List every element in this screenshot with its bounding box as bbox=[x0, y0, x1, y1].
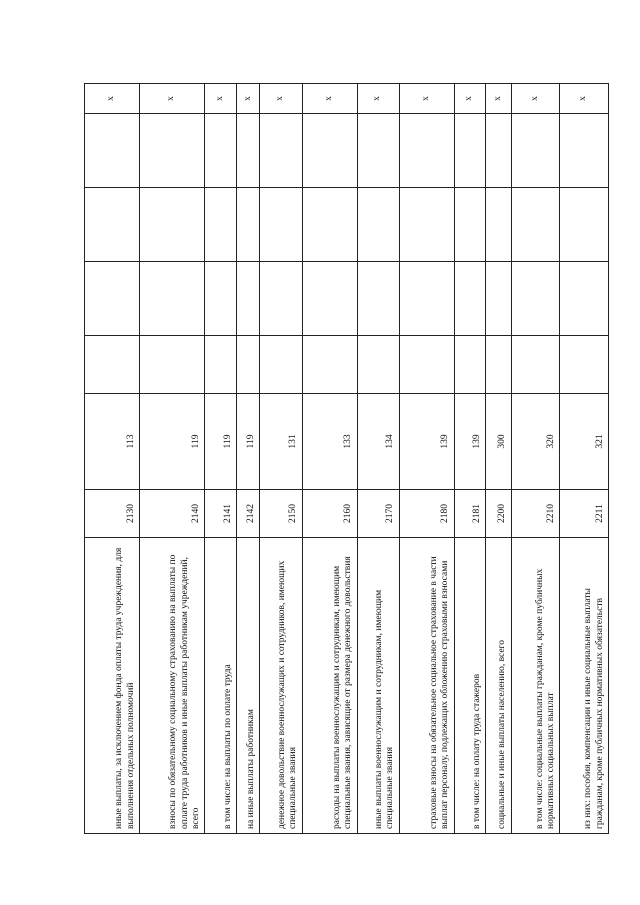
empty-cell bbox=[302, 262, 357, 336]
empty-cell bbox=[560, 336, 609, 394]
empty-cell bbox=[486, 114, 511, 188]
row-x-mark: x bbox=[260, 84, 302, 114]
empty-cell bbox=[260, 336, 302, 394]
table-row bbox=[237, 84, 260, 834]
row-line-code: 2210 bbox=[511, 490, 560, 538]
row-x-mark: x bbox=[399, 84, 454, 114]
empty-cell bbox=[205, 336, 237, 394]
row-kosgu-code: 131 bbox=[260, 394, 302, 490]
table-row bbox=[399, 84, 454, 834]
table-row bbox=[486, 84, 511, 834]
empty-cell bbox=[486, 336, 511, 394]
table-row bbox=[85, 84, 140, 834]
empty-cell bbox=[486, 262, 511, 336]
row-kosgu-code: 300 bbox=[486, 394, 511, 490]
row-line-code: 2142 bbox=[237, 490, 260, 538]
empty-cell bbox=[85, 336, 140, 394]
row-description: иные выплаты, за исключением фонда оплаты труда учреждения, для выполнения отдельных полномочий bbox=[85, 538, 140, 834]
row-x-mark: x bbox=[560, 84, 609, 114]
row-line-code: 2180 bbox=[399, 490, 454, 538]
row-kosgu-code: 133 bbox=[302, 394, 357, 490]
empty-cell bbox=[357, 336, 399, 394]
table-row bbox=[357, 84, 399, 834]
row-line-code: 2140 bbox=[139, 490, 205, 538]
empty-cell bbox=[454, 336, 486, 394]
empty-cell bbox=[399, 188, 454, 262]
row-x-mark: x bbox=[454, 84, 486, 114]
row-x-mark: x bbox=[486, 84, 511, 114]
empty-cell bbox=[237, 114, 260, 188]
row-line-code: 2141 bbox=[205, 490, 237, 538]
empty-cell bbox=[139, 188, 205, 262]
empty-cell bbox=[511, 262, 560, 336]
table-row bbox=[302, 84, 357, 834]
empty-cell bbox=[85, 262, 140, 336]
table-row bbox=[260, 84, 302, 834]
row-x-mark: x bbox=[511, 84, 560, 114]
empty-cell bbox=[454, 188, 486, 262]
row-kosgu-code: 119 bbox=[205, 394, 237, 490]
empty-cell bbox=[454, 262, 486, 336]
empty-cell bbox=[302, 114, 357, 188]
empty-cell bbox=[205, 262, 237, 336]
empty-cell bbox=[260, 188, 302, 262]
row-line-code: 2130 bbox=[85, 490, 140, 538]
empty-cell bbox=[560, 262, 609, 336]
row-kosgu-code: 320 bbox=[511, 394, 560, 490]
row-line-code: 2150 bbox=[260, 490, 302, 538]
row-kosgu-code: 119 bbox=[139, 394, 205, 490]
row-kosgu-code: 321 bbox=[560, 394, 609, 490]
row-x-mark: x bbox=[357, 84, 399, 114]
row-line-code: 2170 bbox=[357, 490, 399, 538]
row-description: из них: пособия, компенсации и иные социальные выплаты гражданам, кроме публичных нормативных обязательств bbox=[560, 538, 609, 834]
empty-cell bbox=[237, 188, 260, 262]
empty-cell bbox=[260, 262, 302, 336]
row-description: социальные и иные выплаты населению, всего bbox=[486, 538, 511, 834]
empty-cell bbox=[357, 188, 399, 262]
table-body bbox=[85, 84, 609, 834]
table-row bbox=[511, 84, 560, 834]
row-description: в том числе: на оплату труда стажеров bbox=[454, 538, 486, 834]
empty-cell bbox=[454, 114, 486, 188]
empty-cell bbox=[260, 114, 302, 188]
empty-cell bbox=[85, 188, 140, 262]
row-kosgu-code: 113 bbox=[85, 394, 140, 490]
empty-cell bbox=[302, 336, 357, 394]
empty-cell bbox=[511, 114, 560, 188]
row-description: взносы по обязательному социальному страхованию на выплаты по оплате труда работников и иные выплаты работникам учреждений, всего bbox=[139, 538, 205, 834]
empty-cell bbox=[205, 114, 237, 188]
row-description: в том числе: социальные выплаты гражданам, кроме публичных нормативных социальных выплат bbox=[511, 538, 560, 834]
row-kosgu-code: 139 bbox=[454, 394, 486, 490]
empty-cell bbox=[85, 114, 140, 188]
empty-cell bbox=[139, 262, 205, 336]
row-line-code: 2181 bbox=[454, 490, 486, 538]
row-kosgu-code: 139 bbox=[399, 394, 454, 490]
row-x-mark: x bbox=[85, 84, 140, 114]
empty-cell bbox=[560, 114, 609, 188]
empty-cell bbox=[139, 336, 205, 394]
rotated-table-wrapper bbox=[84, 84, 609, 834]
empty-cell bbox=[511, 336, 560, 394]
empty-cell bbox=[357, 262, 399, 336]
empty-cell bbox=[511, 188, 560, 262]
row-kosgu-code: 119 bbox=[237, 394, 260, 490]
budget-table bbox=[84, 83, 609, 834]
table-row bbox=[139, 84, 205, 834]
empty-cell bbox=[237, 336, 260, 394]
table-row bbox=[454, 84, 486, 834]
empty-cell bbox=[357, 114, 399, 188]
row-x-mark: x bbox=[302, 84, 357, 114]
row-description: расходы на выплаты военнослужащим и сотрудникам, имеющим специальные звания, зависящие от размера денежного довольствия bbox=[302, 538, 357, 834]
empty-cell bbox=[486, 188, 511, 262]
row-line-code: 2211 bbox=[560, 490, 609, 538]
row-line-code: 2200 bbox=[486, 490, 511, 538]
row-kosgu-code: 134 bbox=[357, 394, 399, 490]
row-description: страховые взносы на обязательное социальное страхование в части выплат персоналу, подлежащих обложению страховыми взносами bbox=[399, 538, 454, 834]
row-x-mark: x bbox=[205, 84, 237, 114]
empty-cell bbox=[399, 262, 454, 336]
table-row bbox=[560, 84, 609, 834]
row-description: иные выплаты военнослужащим и сотрудникам, имеющим специальные звания bbox=[357, 538, 399, 834]
row-description: денежное довольствие военнослужащих и сотрудников, имеющих специальные звания bbox=[260, 538, 302, 834]
empty-cell bbox=[139, 114, 205, 188]
table-row bbox=[205, 84, 237, 834]
row-x-mark: x bbox=[139, 84, 205, 114]
row-description: в том числе: на выплаты по оплате труда bbox=[205, 538, 237, 834]
row-line-code: 2160 bbox=[302, 490, 357, 538]
empty-cell bbox=[237, 262, 260, 336]
row-description: на иные выплаты работникам bbox=[237, 538, 260, 834]
empty-cell bbox=[399, 114, 454, 188]
empty-cell bbox=[205, 188, 237, 262]
empty-cell bbox=[302, 188, 357, 262]
empty-cell bbox=[560, 188, 609, 262]
empty-cell bbox=[399, 336, 454, 394]
row-x-mark: x bbox=[237, 84, 260, 114]
